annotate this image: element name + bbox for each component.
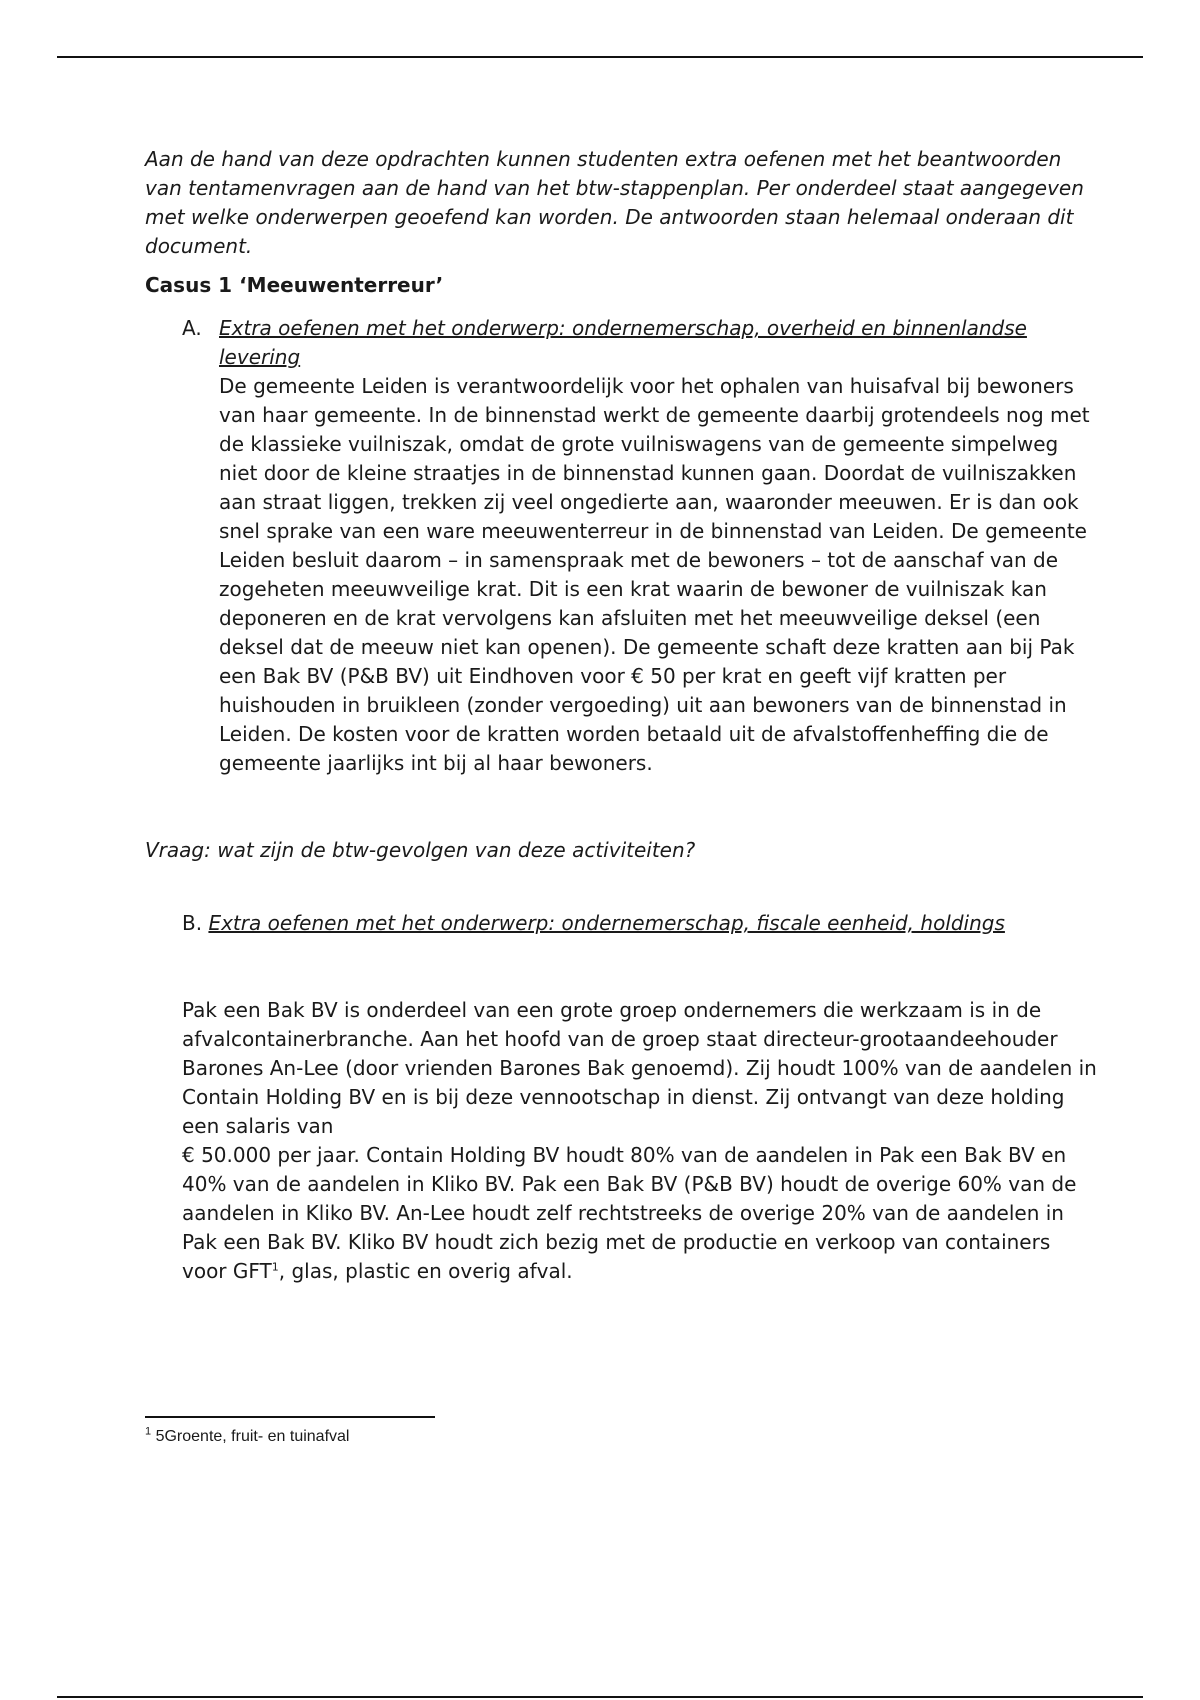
footer-rule: [57, 1696, 1143, 1698]
section-a-body: De gemeente Leiden is verantwoordelijk voor het ophalen van huisafval bij bewoners van haar gemeente. In de binnenstad werkt de gemeente daarbij grotendeels nog met de klassieke vuilniszak, omdat de grote vuilniswagens van de gemeente simpelweg niet door de kleine straatjes in de binnenstad kunnen gaan. Doordat de vuilniszakken aan straat liggen, trekken zij veel ongedierte aan, waaronder meeuwen. Er is dan ook snel sprake van een ware meeuwenterreur in de binnenstad van Leiden. De gemeente Leiden besluit daarom – in samenspraak met de bewoners – tot de aanschaf van de zogeheten meeuwveilige krat. Dit is een krat waarin de bewoner de vuilniszak kan deponeren en de krat vervolgens kan afsluiten met het meeuwveilige deksel (een deksel dat de meeuw niet kan openen). De gemeente schaft deze kratten aan bij Pak een Bak BV (P&B BV) uit Eindhoven voor € 50 per krat en geeft vijf kratten per huishouden in bruikleen (zonder vergoeding) uit aan bewoners van de binnenstad in Leiden. De kosten voor de kratten worden betaald uit de afvalstoffenheffing die de gemeente jaarlijks int bij al haar bewoners.: [219, 374, 1090, 775]
section-a-label: A.: [182, 316, 202, 340]
footnote-ref[interactable]: 1: [271, 1260, 279, 1274]
footnote: [145, 1425, 350, 1446]
footnote-number: 1: [145, 1425, 152, 1438]
section-a-topic: Extra oefenen met het onderwerp: ondernemerschap, overheid en binnenlandse levering: [219, 316, 1027, 369]
section-b-body-1: Pak een Bak BV is onderdeel van een grote groep ondernemers die werkzaam is in de afvalcontainerbranche. Aan het hoofd van de groep staat directeur-grootaandeehouder Barones An-Lee (door vrienden Barones Bak genoemd). Zij houdt 100% van de aandelen in Contain Holding BV en is bij deze vennootschap in dienst. Zij ontvangt van deze holding een salaris van: [182, 998, 1097, 1138]
section-b-body-end: , glas, plastic en overig afval.: [278, 1259, 573, 1283]
section-b-topic: Extra oefenen met het onderwerp: ondernemerschap, fiscale eenheid, holdings: [208, 911, 1005, 935]
footnote-divider: [145, 1416, 435, 1418]
section-a: [145, 314, 1100, 778]
casus-title: Casus 1 ‘Meeuwenterreur’: [145, 273, 444, 297]
section-b-heading: [182, 909, 1100, 938]
section-b-label: B.: [182, 911, 203, 935]
section-b-body-2: [182, 1141, 1100, 1286]
intro-paragraph: Aan de hand van deze opdrachten kunnen studenten extra oefenen met het beantwoorden van tentamenvragen aan de hand van het btw-stappenplan. Per onderdeel staat aangegeven met welke onderwerpen geoefend kan worden. De antwoorden staan helemaal onderaan dit document.: [145, 147, 1084, 258]
section-b: [145, 909, 1100, 1286]
document-body: [145, 145, 1100, 1286]
section-b-body-2-text: € 50.000 per jaar. Contain Holding BV houdt 80% van de aandelen in Pak een Bak BV en 40% van de aandelen in Kliko BV. Pak een Bak BV (P&B BV) houdt de overige 60% van de aandelen in Kliko BV. An-Lee houdt zelf rechtstreeks de overige 20% van de aandelen in Pak een Bak BV. Kliko BV houdt zich bezig met de productie en verkoop van containers voor GFT: [182, 1143, 1077, 1283]
question: Vraag: wat zijn de btw-gevolgen van deze activiteiten?: [145, 838, 696, 862]
footnote-text: 5Groente, fruit- en tuinafval: [155, 1428, 350, 1445]
header-rule: [57, 56, 1143, 58]
